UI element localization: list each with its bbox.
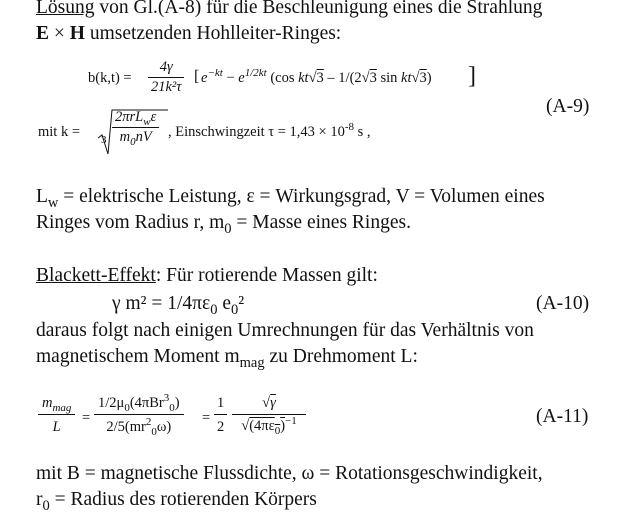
eq-a11-m-sub: mag (52, 401, 72, 414)
exp-e2-power: 1/2kt (244, 67, 267, 80)
eq-a11-num-pre: 1/2μ (98, 395, 125, 411)
sqrt-3-c: 3 (419, 70, 427, 86)
einschwingzeit-unit: s , (354, 124, 371, 140)
lw-subscript: w (47, 194, 59, 211)
eq-a11-mid (94, 392, 184, 438)
blackett-line-3-pre: magnetischem Moment m (36, 346, 240, 367)
eq-a9-fraction (148, 59, 184, 96)
sin-term: sin (376, 70, 398, 86)
eq-k-den-sub: 0 (130, 135, 136, 148)
eq-a11-one: 1 (214, 395, 227, 415)
kt-2: kt (401, 70, 412, 86)
sqrt-3-a: 3 (316, 70, 324, 86)
cube-root-index: 3 (101, 134, 107, 146)
eq-k-den (112, 128, 159, 146)
eq-a11-den-root-open: (4πε (249, 418, 275, 434)
einschwingzeit-text: , Einschwingzeit τ = 1,43 × 10 (168, 124, 345, 140)
eq-a11-num-sup: 3 (163, 392, 170, 405)
footer-line-1: mit B = magnetische Flussdichte, ω = Rotationsgeschwindigkeit, (36, 463, 543, 484)
eq-a11-num-mid: (4πBr (129, 395, 164, 411)
loesung-label: Lösung (36, 0, 95, 18)
eq-a11-num-close: ) (174, 395, 180, 411)
eq-a10-sub: 0 (210, 301, 218, 318)
eq-k-num (112, 109, 159, 128)
eq-a11-den-sup: 2 (145, 416, 152, 429)
eq-a11-eq2: = (202, 410, 211, 426)
e-vector: E (36, 23, 50, 44)
intro-line-2 (36, 23, 341, 45)
eq-a11-den-root-sub: 0 (274, 424, 281, 437)
eq-a10-e: e (217, 293, 231, 314)
eq-a11-lhs-num (38, 395, 75, 415)
eq-a11-mid-den (94, 415, 184, 436)
eq-a11-gamma: γ (270, 395, 276, 411)
r0-symbol: r (36, 489, 43, 510)
eq-k-fraction (112, 109, 159, 146)
einschwingzeit (168, 121, 371, 141)
sqrt-3-b: 3 (369, 70, 377, 86)
lw-symbol: L (36, 186, 48, 207)
eq-a11-rhs-right (232, 395, 306, 435)
eq-a9-bracket-close: ] (468, 63, 476, 89)
eq-k-den-m: m (119, 129, 131, 145)
eq-k-num-main: 2πrL (115, 109, 144, 125)
blackett-title-rest: : Für rotierende Massen gilt: (155, 265, 378, 286)
eq-a9-number: (A-9) (546, 96, 590, 117)
mid-term: – 1/(2 (323, 70, 362, 86)
blackett-title: Blackett-Effekt (36, 265, 156, 286)
intro-line-1-text: von Gl.(A-8) für die Beschleunigung eines die Strahlung (94, 0, 543, 18)
cross-symbol: × (49, 23, 70, 44)
close-paren: ) (426, 70, 432, 86)
blackett-heading (36, 265, 378, 287)
eq-a11-den-pre: 2/5(mr (106, 419, 146, 435)
einschwingzeit-exp: -8 (344, 121, 354, 134)
definitions-line-1-text: = elektrische Leistung, ε = Wirkungsgrad, V = Volumen eines (58, 186, 545, 207)
eq-k-num-sub: w (143, 115, 151, 128)
minus-sign: − (222, 70, 239, 86)
eq-a11-num-sub: 0 (124, 401, 130, 414)
eq-k-num-eps: ε (150, 109, 157, 125)
definitions-line-2-pre: Ringes vom Radius r, m (36, 212, 225, 233)
eq-k-den-rest: nV (135, 129, 152, 145)
footer-line-2 (36, 489, 317, 514)
eq-a11-den-sub: 0 (151, 425, 157, 438)
intro-line-2-text: umsetzenden Hohlleiter-Ringes: (84, 23, 342, 44)
eq-a11-den-root-exp: −1 (285, 415, 297, 428)
kt-1: kt (298, 70, 309, 86)
eq-a11-den-root: $√(4\pi\varepsilon_0)^{-1}$ (241, 415, 297, 437)
intro-line-1 (36, 0, 542, 19)
m0-subscript: 0 (224, 220, 232, 237)
definitions-line-1 (36, 186, 545, 211)
eq-a9-frac-num: 4γ (148, 59, 184, 78)
eq-a11-den-close: ω) (156, 419, 172, 435)
eq-k-lhs: mit k = (38, 124, 81, 140)
eq-a11-eq1: = (82, 410, 91, 426)
cos-term: (cos (266, 70, 295, 86)
eq-a11-num-sub2: 0 (169, 401, 175, 414)
exp-e1-power: −kt (207, 67, 223, 80)
eq-a10-e-sup: ² (238, 293, 245, 314)
eq-a9-bracket-open: [ (194, 68, 200, 85)
blackett-line-2: daraus folgt nach einigen Umrechnungen für das Verhältnis von (36, 320, 534, 341)
exp-e1: e (201, 70, 208, 86)
footer-line-2-text: = Radius des rotierenden Körpers (49, 489, 317, 510)
eq-a9-frac-den: 21k²τ (151, 79, 182, 95)
r0-subscript: 0 (42, 497, 50, 514)
blackett-line-3-rest: zu Drehmoment L: (264, 346, 418, 367)
eq-a10-e-sub: 0 (231, 301, 239, 318)
exp-e2: e (238, 70, 245, 86)
mmag-subscript: mag (239, 354, 265, 371)
definitions-line-2 (36, 212, 411, 237)
eq-a10 (112, 293, 245, 318)
eq-a9-body: $e^{-kt} - e^{1/2kt}$ (cos kt√3 – 1/(2√3 sin kt√3) (201, 67, 432, 86)
eq-a11-gamma-root: √γ (232, 395, 306, 415)
eq-a10-lhs: γ m² = 1/4πε (112, 293, 211, 314)
eq-a9-lhs: b(k,t) = (88, 70, 132, 86)
eq-a11-lhs (38, 395, 75, 436)
eq-a11-L: L (52, 419, 61, 435)
h-vector: H (69, 23, 85, 44)
definitions-line-2-text: = Masse eines Ringes. (231, 212, 411, 233)
eq-a11-two: 2 (217, 419, 225, 435)
eq-a11-mid-num (94, 392, 184, 415)
blackett-line-3 (36, 346, 418, 371)
eq-a11-rhs-left (214, 395, 227, 436)
eq-a11-m: m (42, 395, 53, 411)
eq-a10-number: (A-10) (536, 293, 590, 314)
eq-a11-den-root-close: ) (280, 418, 286, 434)
eq-a11-number: (A-11) (536, 406, 589, 427)
